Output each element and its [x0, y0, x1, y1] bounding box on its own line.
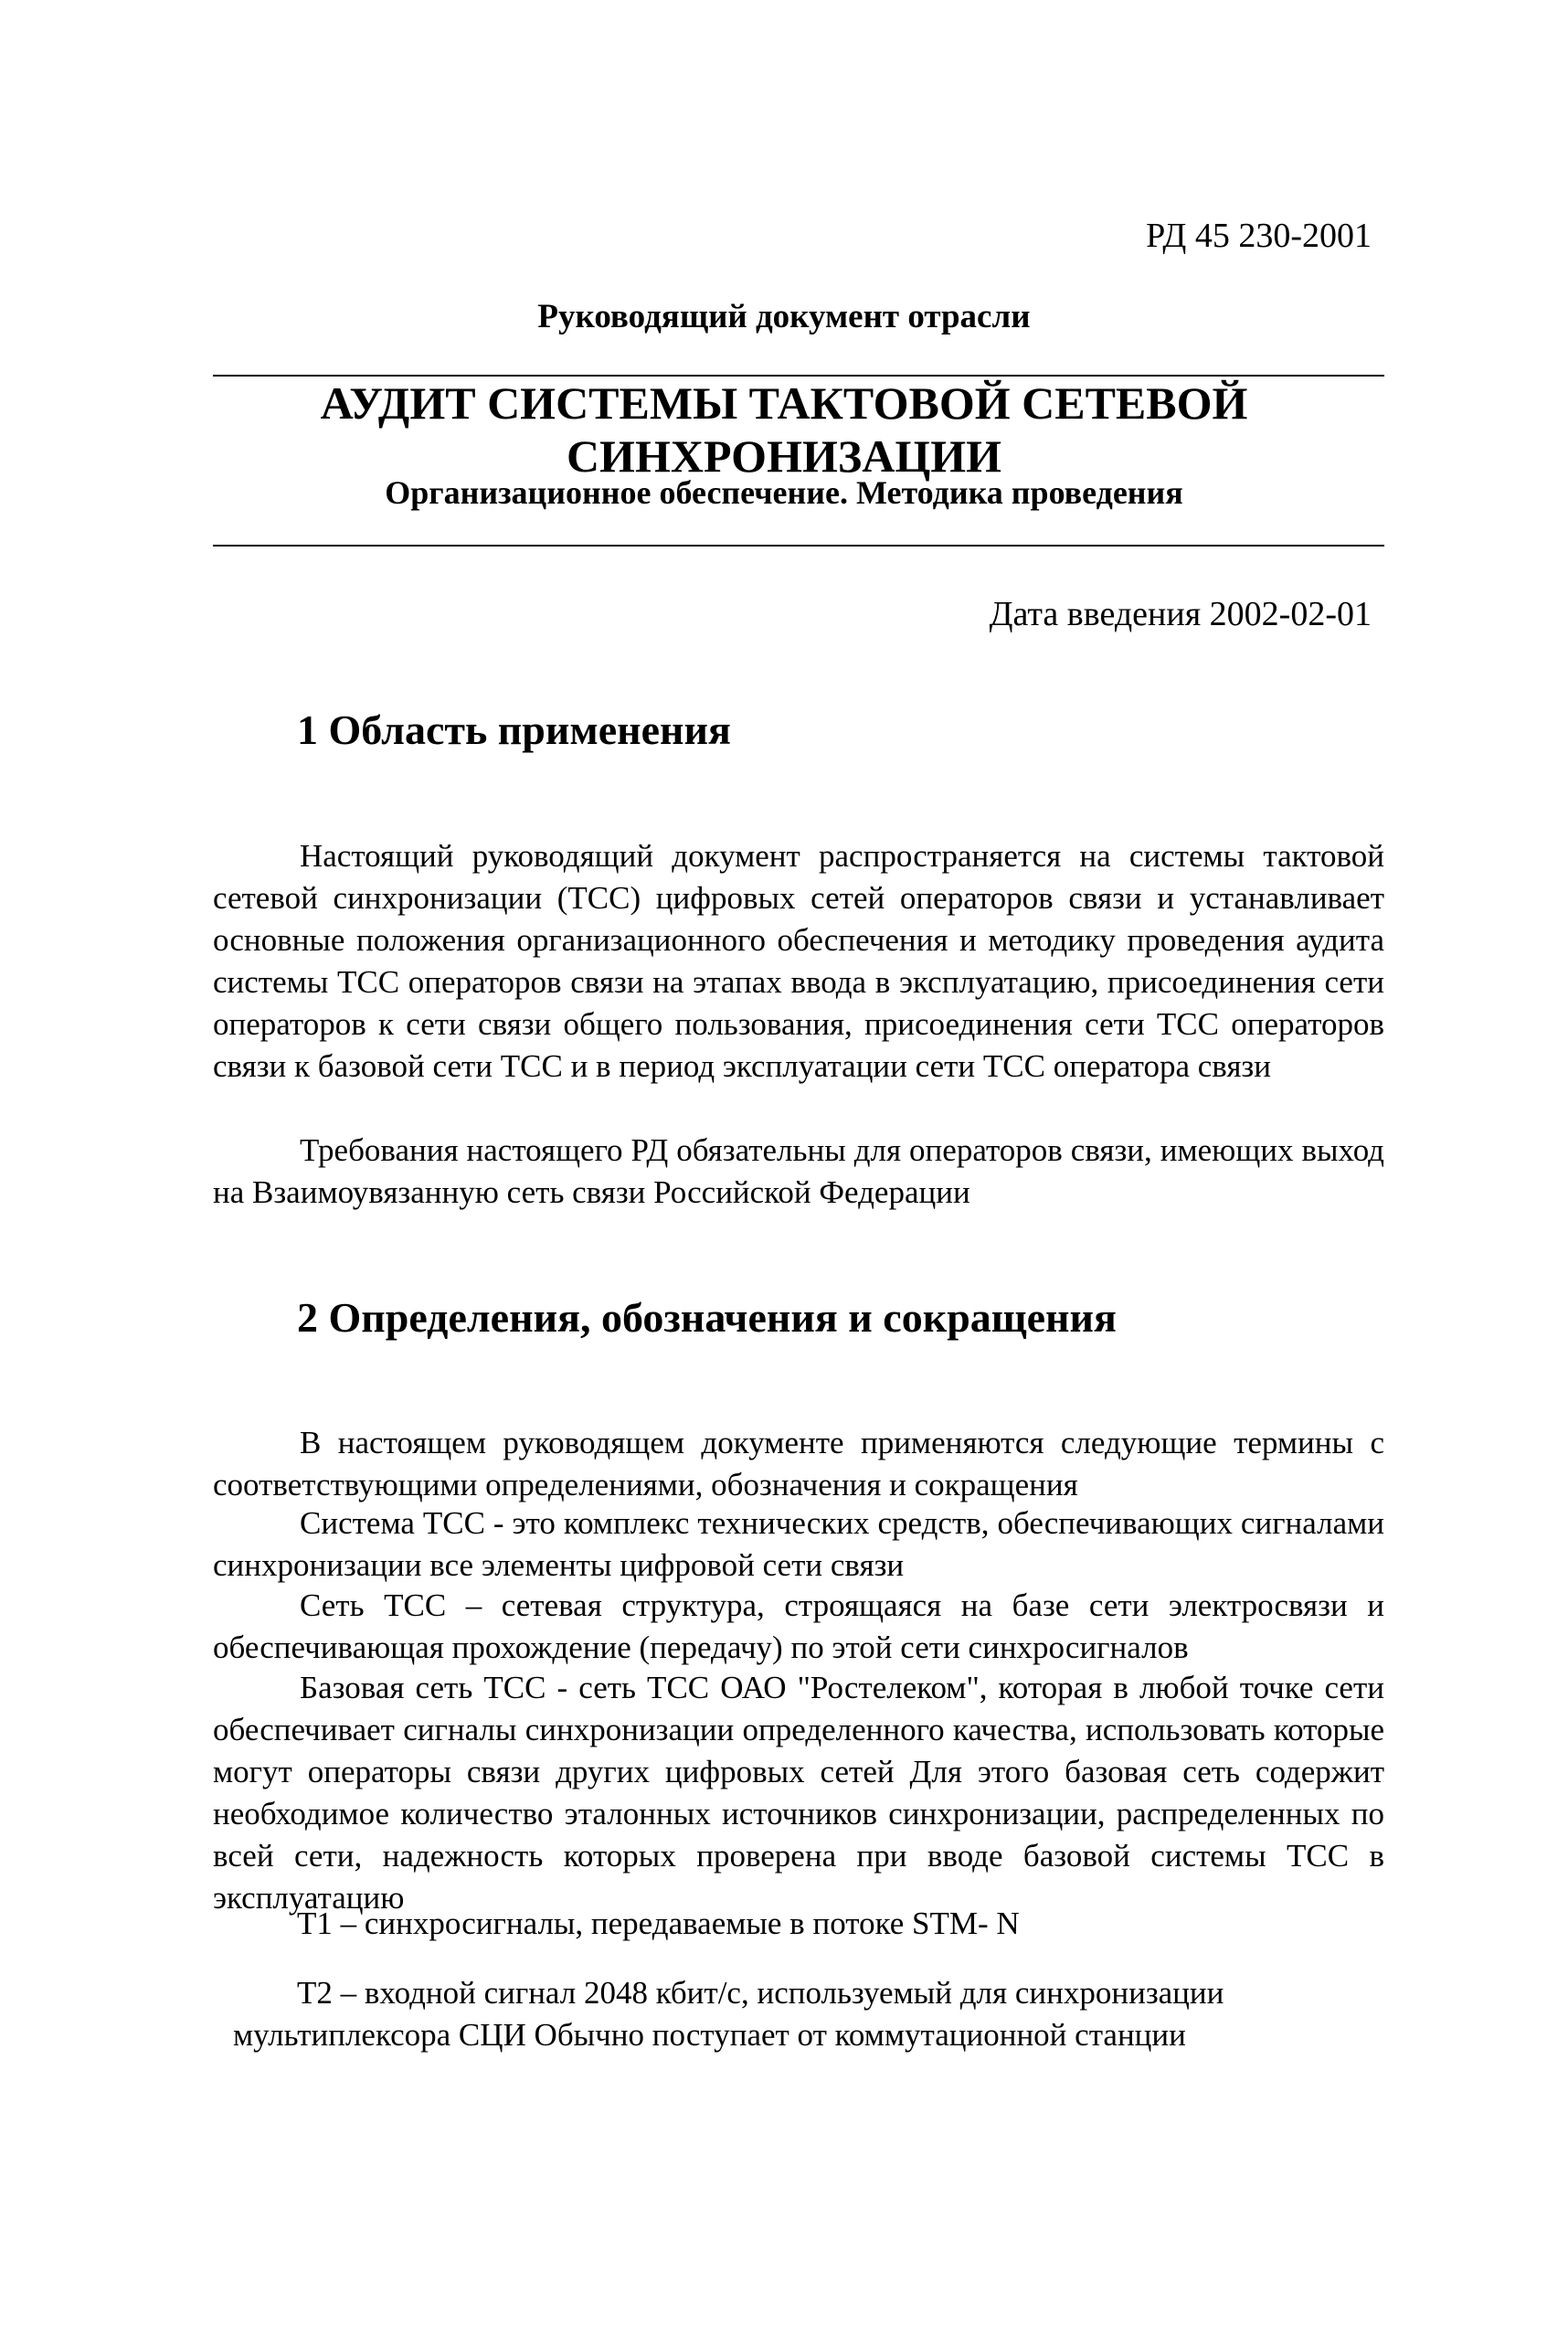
definition-t2	[233, 1972, 1384, 2056]
definition-tss-system: Система ТСС - это комплекс технических средств, обеспечивающих сигналами синхронизации все элементы цифровой сети связи	[213, 1505, 1384, 1583]
section-1-heading: 1 Область применения	[297, 706, 731, 753]
definition-t1: Т1 – синхросигналы, передаваемые в потоке STM- N	[297, 1906, 1020, 1941]
document-title	[0, 377, 1568, 483]
definition-tss-network: Сеть ТСС – сетевая структура, строящаяся на базе сети электросвязи и обеспечивающая прохождение (передачу) по этой сети синхросигналов	[213, 1587, 1384, 1665]
title-line-1: АУДИТ СИСТЕМЫ ТАКТОВОЙ СЕТЕВОЙ	[320, 377, 1248, 429]
section-2-paragraph-1: В настоящем руководящем документе применяются следующие термины с соответствующими определениями, обозначения и сокращения	[213, 1425, 1384, 1502]
definition-t2-line-2: мультиплексора СЦИ Обычно поступает от коммутационной станции	[233, 2017, 1186, 2053]
introduction-date: Дата введения 2002-02-01	[989, 595, 1372, 633]
document-kind: Руководящий документ отрасли	[537, 298, 1031, 335]
definition-t2-line-1: Т2 – входной сигнал 2048 кбит/с, используемый для синхронизации	[297, 1975, 1224, 2011]
title-line-2: СИНХРОНИЗАЦИИ	[566, 430, 1002, 482]
document-subtitle: Организационное обеспечение. Методика проведения	[385, 474, 1183, 511]
definition-base-network: Базовая сеть ТСС - сеть ТСС ОАО "Ростелеком", которая в любой точке сети обеспечивает сигналы синхронизации определенного качества, использовать которые могут операторы связи других цифровых сетей Для этого базовая сеть содержит необходимое количество эталонных источников синхронизации, распределенных по всей сети, надежность которых проверена при вводе базовой системы ТСС в эксплуатацию	[213, 1670, 1384, 1916]
section-1-paragraph-2: Требования настоящего РД обязательны для операторов связи, имеющих выход на Взаимоувязанную сеть связи Российской Федерации	[213, 1132, 1384, 1210]
divider-bottom	[213, 545, 1384, 547]
document-number: РД 45 230-2001	[1146, 217, 1372, 255]
section-2-heading: 2 Определения, обозначения и сокращения	[297, 1294, 1117, 1341]
section-1-paragraph-1: Настоящий руководящий документ распространяется на системы тактовой сетевой синхронизации (ТСС) цифровых сетей операторов связи и устанавливает основные положения организационного обеспечения и методику проведения аудита системы ТСС операторов связи на этапах ввода в эксплуатацию, присоединения сети операторов к сети связи общего пользования, присоединения сети ТСС операторов связи к базовой сети ТСС и в период эксплуатации сети ТСС оператора связи	[213, 838, 1384, 1084]
